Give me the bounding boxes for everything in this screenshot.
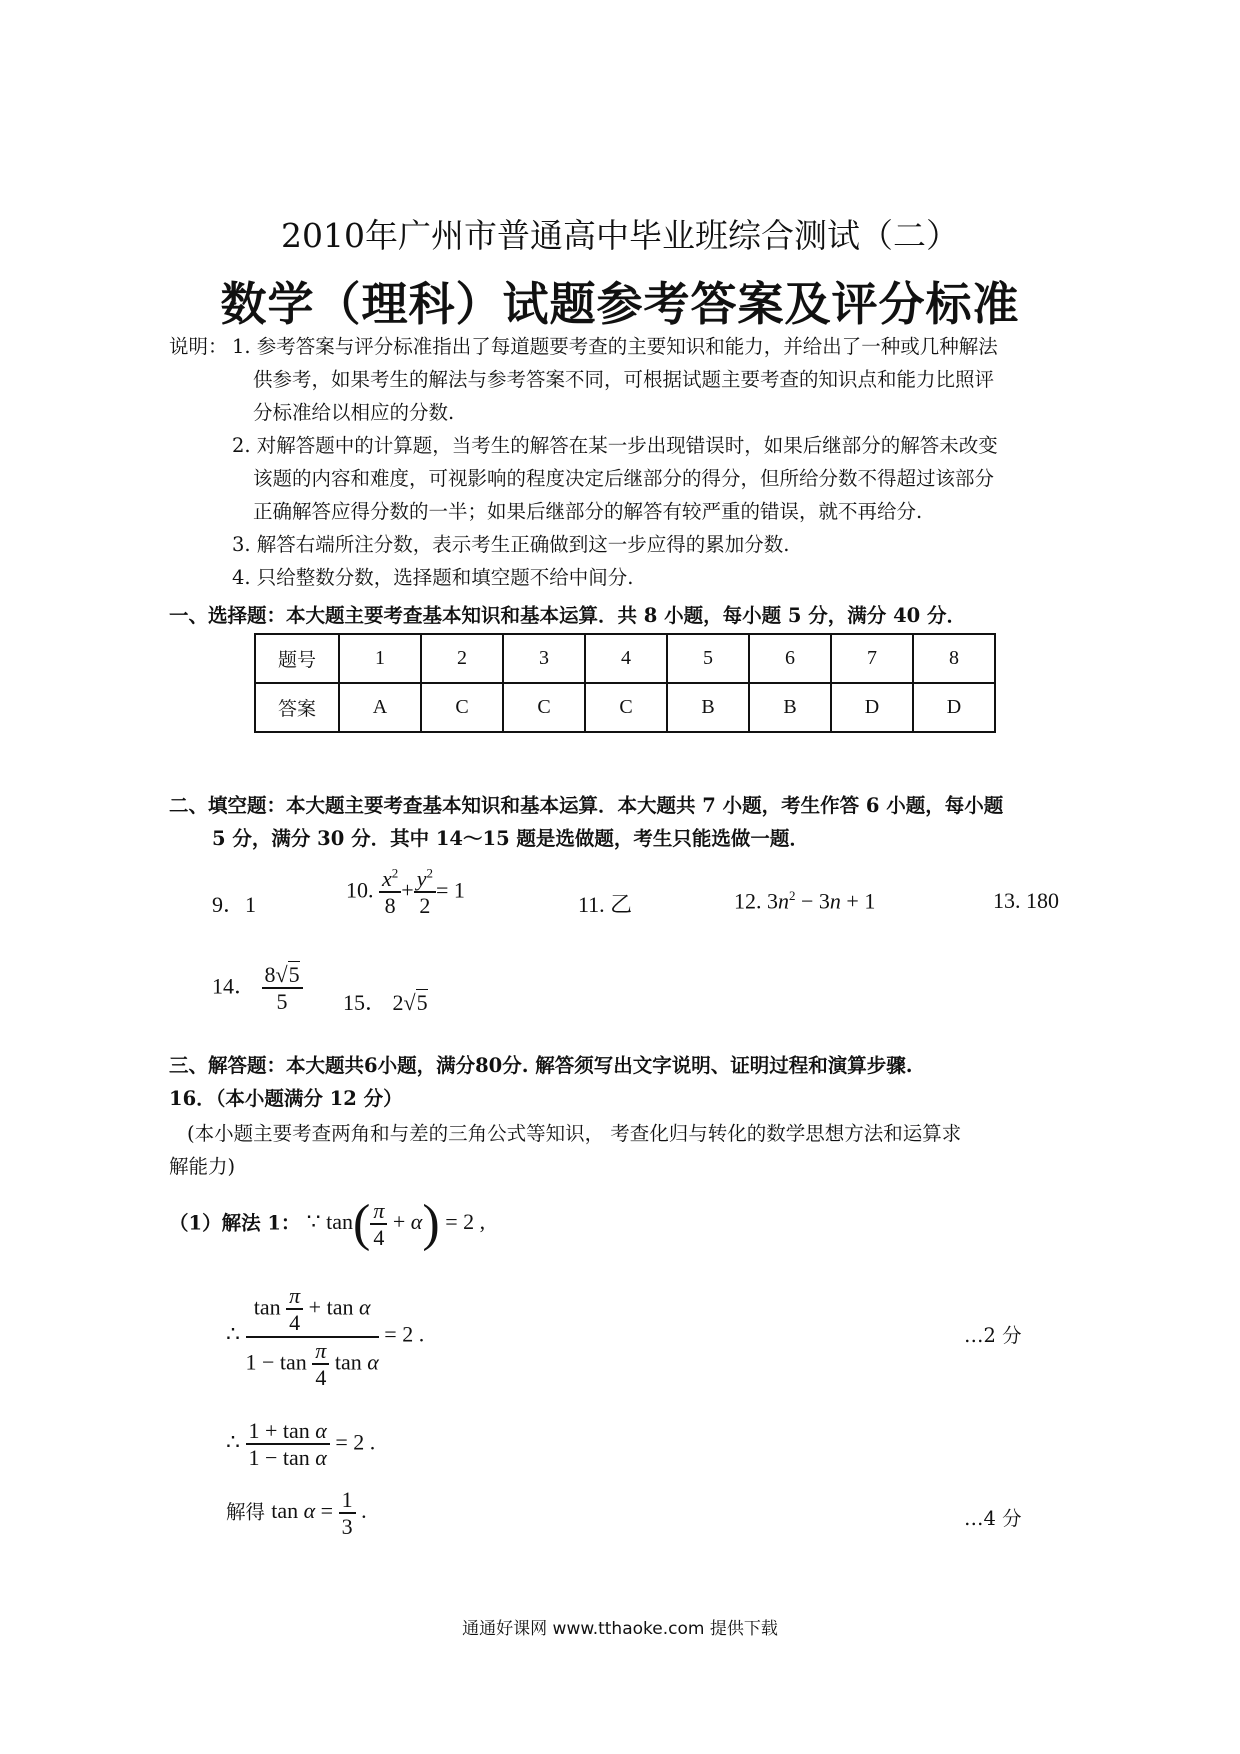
table-header-answer: 答案 (255, 683, 339, 732)
fraction: $\frac{\pi}{4}$ (370, 1198, 387, 1251)
note-4: 4. 只给整数分数，选择题和填空题不给中间分. (232, 566, 634, 589)
question-number-cell: 4 (585, 634, 667, 683)
section-3-heading: 三、解答题：本大题共6小题，满分80分. 解答须写出文字说明、证明过程和演算步骤. (169, 1054, 913, 1077)
answer-cell: A (339, 683, 421, 732)
note-1-line-3: 分标准给以相应的分数. (253, 401, 455, 424)
answer-cell: B (749, 683, 831, 732)
answer-cell: D (913, 683, 995, 732)
answer-14-label: 14． (212, 973, 257, 999)
answer-15-label: 15． (343, 990, 388, 1015)
table-row (255, 634, 995, 683)
answer-10: 10. $\frac{x^2}{8}$ + $\frac{y^2}{2}$ = 1 (346, 865, 465, 919)
part-1-line: （1）解法 1： ∵ tan( $\frac{\pi}{4}$ + α) = 2 , (169, 1195, 486, 1253)
question-number-cell: 6 (749, 634, 831, 683)
question-16-description-line-2: 解能力) (169, 1155, 236, 1178)
question-number-cell: 2 (421, 634, 503, 683)
answer-14 (212, 962, 303, 1015)
answer-table (254, 633, 996, 733)
notes-label: 说明： (169, 335, 228, 358)
answer-13: 13. 180 (993, 888, 1059, 913)
fraction: $\frac{y^2}{2}$ (414, 866, 436, 919)
section-2-heading-line-1: 二、填空题：本大题主要考查基本知识和基本运算．本大题共 7 小题，考生作答 6 小题，每小题 (169, 794, 1004, 817)
table-header-number: 题号 (255, 634, 339, 683)
note-1-line-2: 供参考，如果考生的解法与参考答案不同，可根据试题主要考查的知识点和能力比照评 (253, 368, 995, 391)
footer-source: 通通好课网 www.tthaoke.com 提供下载 (462, 1619, 778, 1639)
fraction: $\frac{\pi}{4}$ (286, 1283, 303, 1336)
answer-12: 12. $3n^2 - 3n + 1$ (734, 888, 876, 914)
answer-12-label: 12. (734, 888, 762, 914)
answer-cell: C (421, 683, 503, 732)
note-2-line-1: 2. 对解答题中的计算题，当考生的解答在某一步出现错误时，如果后继部分的解答未改变 (232, 434, 998, 457)
fraction: tan $\frac{\pi}{4}$ + tan α 1 − tan $\frac{\pi}{4}$ tan α (245, 1283, 379, 1390)
section-2-heading-line-2: 5 分，满分 30 分．其中 14～15 题是选做题，考生只能选做一题． (212, 827, 809, 850)
fraction: $\frac{x^2}{8}$ (379, 866, 401, 919)
document-subtitle: 数学（理科）试题参考答案及评分标准 (220, 277, 1020, 331)
score-4: …4 分 (964, 1507, 1022, 1530)
question-number-cell: 8 (913, 634, 995, 683)
answer-11: 11. 乙 (578, 892, 633, 917)
solve-label: 解得 (226, 1500, 266, 1524)
question-number-cell: 5 (667, 634, 749, 683)
answer-9: 9．1 (212, 892, 257, 917)
answer-cell: C (585, 683, 667, 732)
question-number-cell: 1 (339, 634, 421, 683)
answer-cell: C (503, 683, 585, 732)
table-row (255, 683, 995, 732)
fraction: $\frac{\pi}{4}$ (312, 1338, 329, 1391)
question-16-title (169, 1083, 403, 1111)
note-3: 3. 解答右端所注分数，表示考生正确做到这一步应得的累加分数. (232, 533, 790, 556)
part-1-label: （1）解法 1： (169, 1211, 301, 1235)
step-3-line: 解得 tan α = $\frac{1}{3}$ . (226, 1487, 367, 1540)
answer-cell: B (667, 683, 749, 732)
question-number-cell: 3 (503, 634, 585, 683)
answer-10-label: 10. (346, 877, 374, 903)
note-2-line-3: 正确解答应得分数的一半；如果后继部分的解答有较严重的错误，就不再给分. (253, 500, 923, 523)
step-2-equation: ∴ $\frac{\text{1 + tan α}}{\text{1 − tan α}}$ = 2 . (226, 1418, 376, 1471)
exam-title: 2010年广州市普通高中毕业班综合测试（二） (281, 216, 959, 255)
answer-15: 15． 2√5 (343, 990, 428, 1015)
step-1-equation: ∴ tan $\frac{\pi}{4}$ + tan α 1 − tan $\frac{\pi}{4}$ tan α = 2 . (226, 1283, 425, 1390)
fraction: $\frac{\text{1 + tan α}}{\text{1 − tan α}}$ (246, 1418, 330, 1471)
fraction: $\frac{8√5}{5}$ (262, 962, 303, 1015)
answer-cell: D (831, 683, 913, 732)
score-2: …2 分 (964, 1324, 1022, 1347)
question-16-title-text: 16．（本小题满分 12 分） (169, 1087, 403, 1110)
section-1-heading: 一、选择题：本大题主要考查基本知识和基本运算．共 8 小题，每小题 5 分，满分 40 分． (169, 604, 967, 627)
question-16-description-line-1: (本小题主要考查两角和与差的三角公式等知识， 考查化归与转化的数学思想方法和运算求 (187, 1122, 962, 1145)
note-2-line-2: 该题的内容和难度，可视影响的程度决定后继部分的得分，但所给分数不得超过该部分 (253, 467, 995, 490)
question-number-cell: 7 (831, 634, 913, 683)
fraction: $\frac{1}{3}$ (339, 1487, 356, 1540)
note-1-line-1: 1. 参考答案与评分标准指出了每道题要考查的主要知识和能力，并给出了一种或几种解法 (232, 335, 998, 358)
